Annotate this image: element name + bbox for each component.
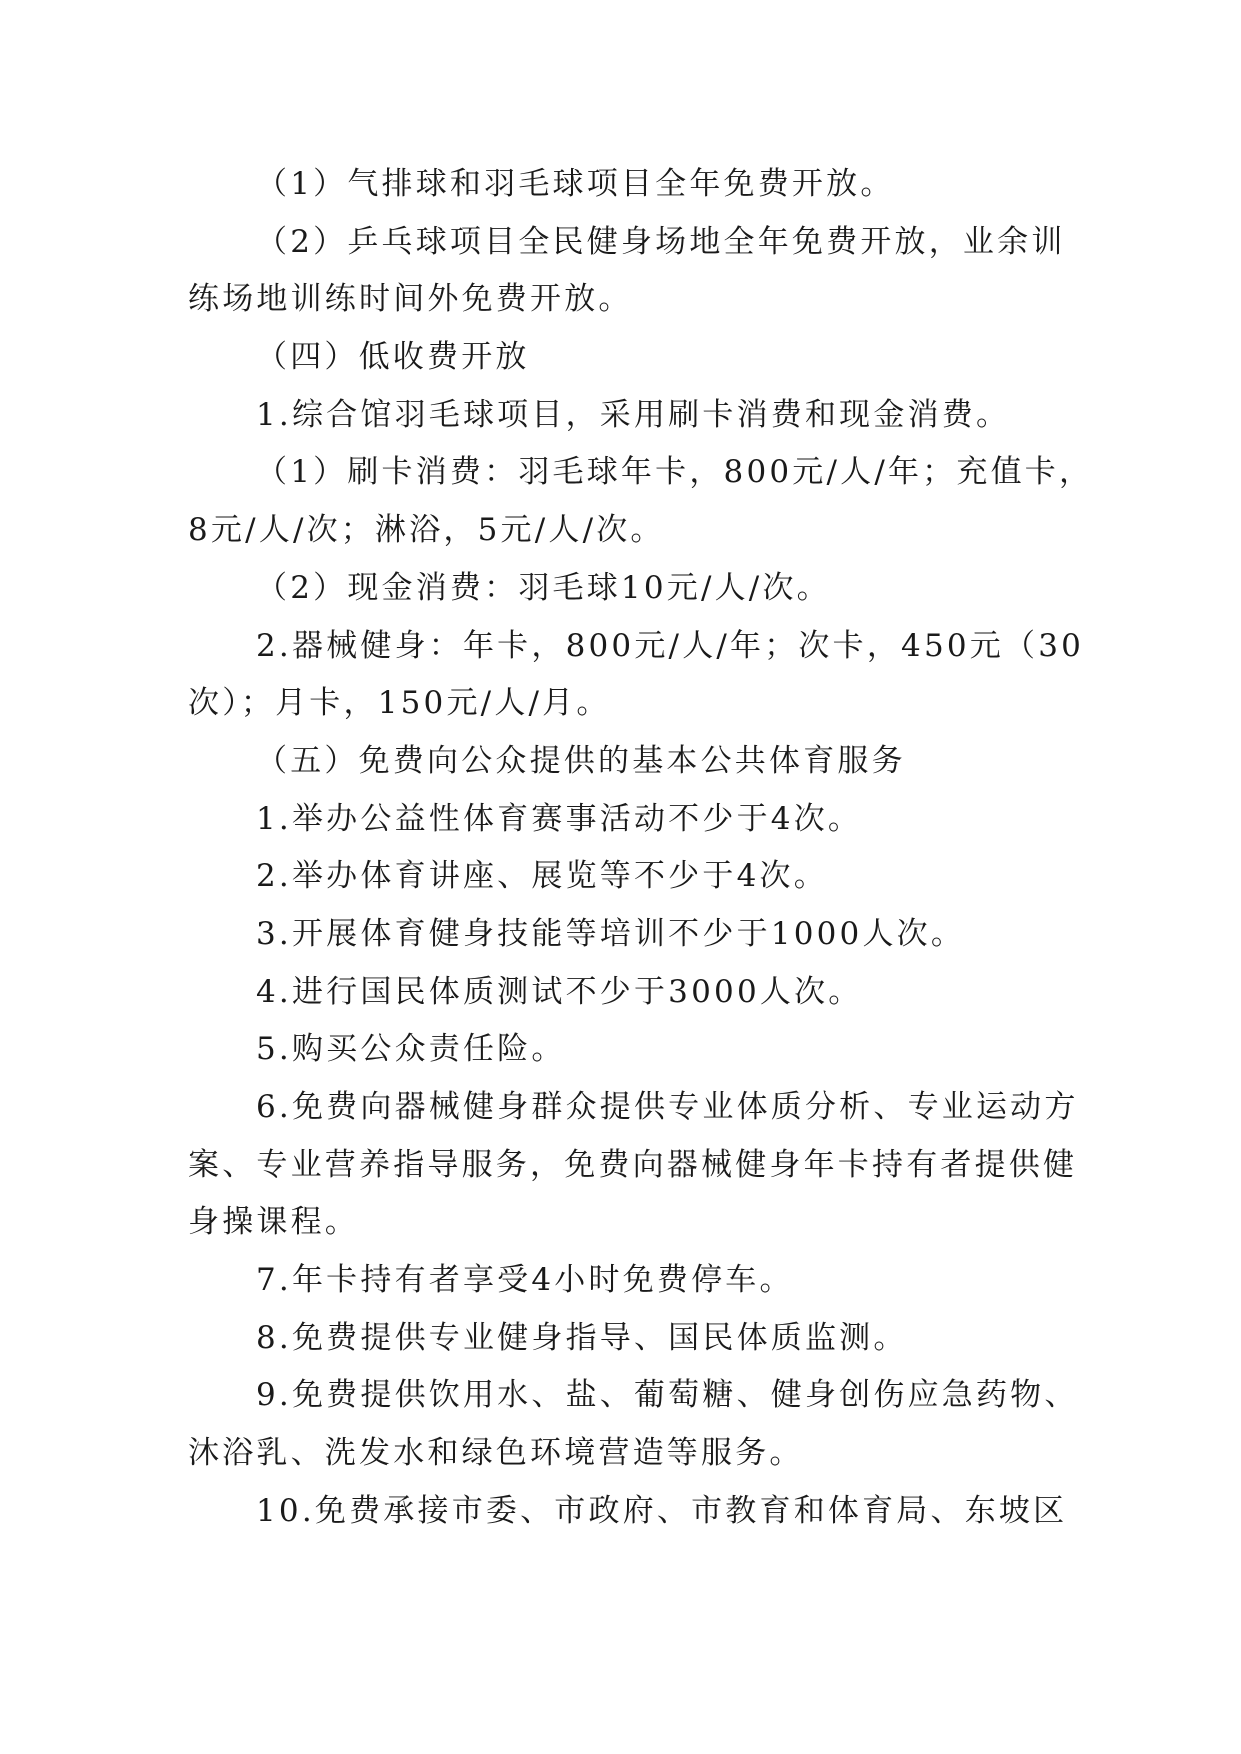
text-line: 案、专业营养指导服务，免费向器械健身年卡持有者提供健	[188, 1146, 1078, 1183]
text-line: 身操课程。	[188, 1204, 359, 1241]
text-line: 6.免费向器械健身群众提供专业体质分析、专业运动方	[256, 1089, 1079, 1125]
text-line: 9.免费提供饮用水、盐、葡萄糖、健身创伤应急药物、	[256, 1377, 1079, 1414]
text-line: 8元/人/次；淋浴，5元/人/次。	[188, 512, 665, 549]
text-line: 2.器械健身：年卡，800元/人/年；次卡，450元（30	[256, 627, 1085, 664]
text-line: 5.购买公众责任险。	[256, 1031, 566, 1068]
text-line: 沐浴乳、洗发水和绿色环境营造等服务。	[188, 1435, 804, 1472]
text-line: 7.年卡持有者享受4小时免费停车。	[256, 1262, 794, 1299]
body-text	[188, 156, 1094, 1541]
text-line: 3.开展体育健身技能等培训不少于1000人次。	[256, 915, 966, 952]
text-line: （2）乒乓球项目全民健身场地全年免费开放，业余训	[256, 223, 1066, 260]
text-line: 练场地训练时间外免费开放。	[188, 281, 633, 318]
text-line: （1）刷卡消费：羽毛球年卡，800元/人/年；充值卡，	[256, 454, 1094, 491]
text-line: 2.举办体育讲座、展览等不少于4次。	[256, 858, 828, 895]
text-line: 8.免费提供专业健身指导、国民体质监测。	[256, 1319, 908, 1356]
text-line: （1）气排球和羽毛球项目全年免费开放。	[256, 166, 895, 202]
text-line: 10.免费承接市委、市政府、市教育和体育局、东坡区	[256, 1492, 1068, 1529]
section-heading: （四）低收费开放	[256, 339, 530, 376]
text-line: 4.进行国民体质测试不少于3000人次。	[256, 973, 863, 1010]
text-line: 1.举办公益性体育赛事活动不少于4次。	[256, 800, 863, 837]
text-line: 次）；月卡，150元/人/月。	[188, 685, 611, 722]
section-heading: （五）免费向公众提供的基本公共体育服务	[256, 742, 906, 779]
text-line: （2）现金消费：羽毛球10元/人/次。	[256, 569, 831, 606]
text-line: 1.综合馆羽毛球项目，采用刷卡消费和现金消费。	[256, 396, 1011, 433]
